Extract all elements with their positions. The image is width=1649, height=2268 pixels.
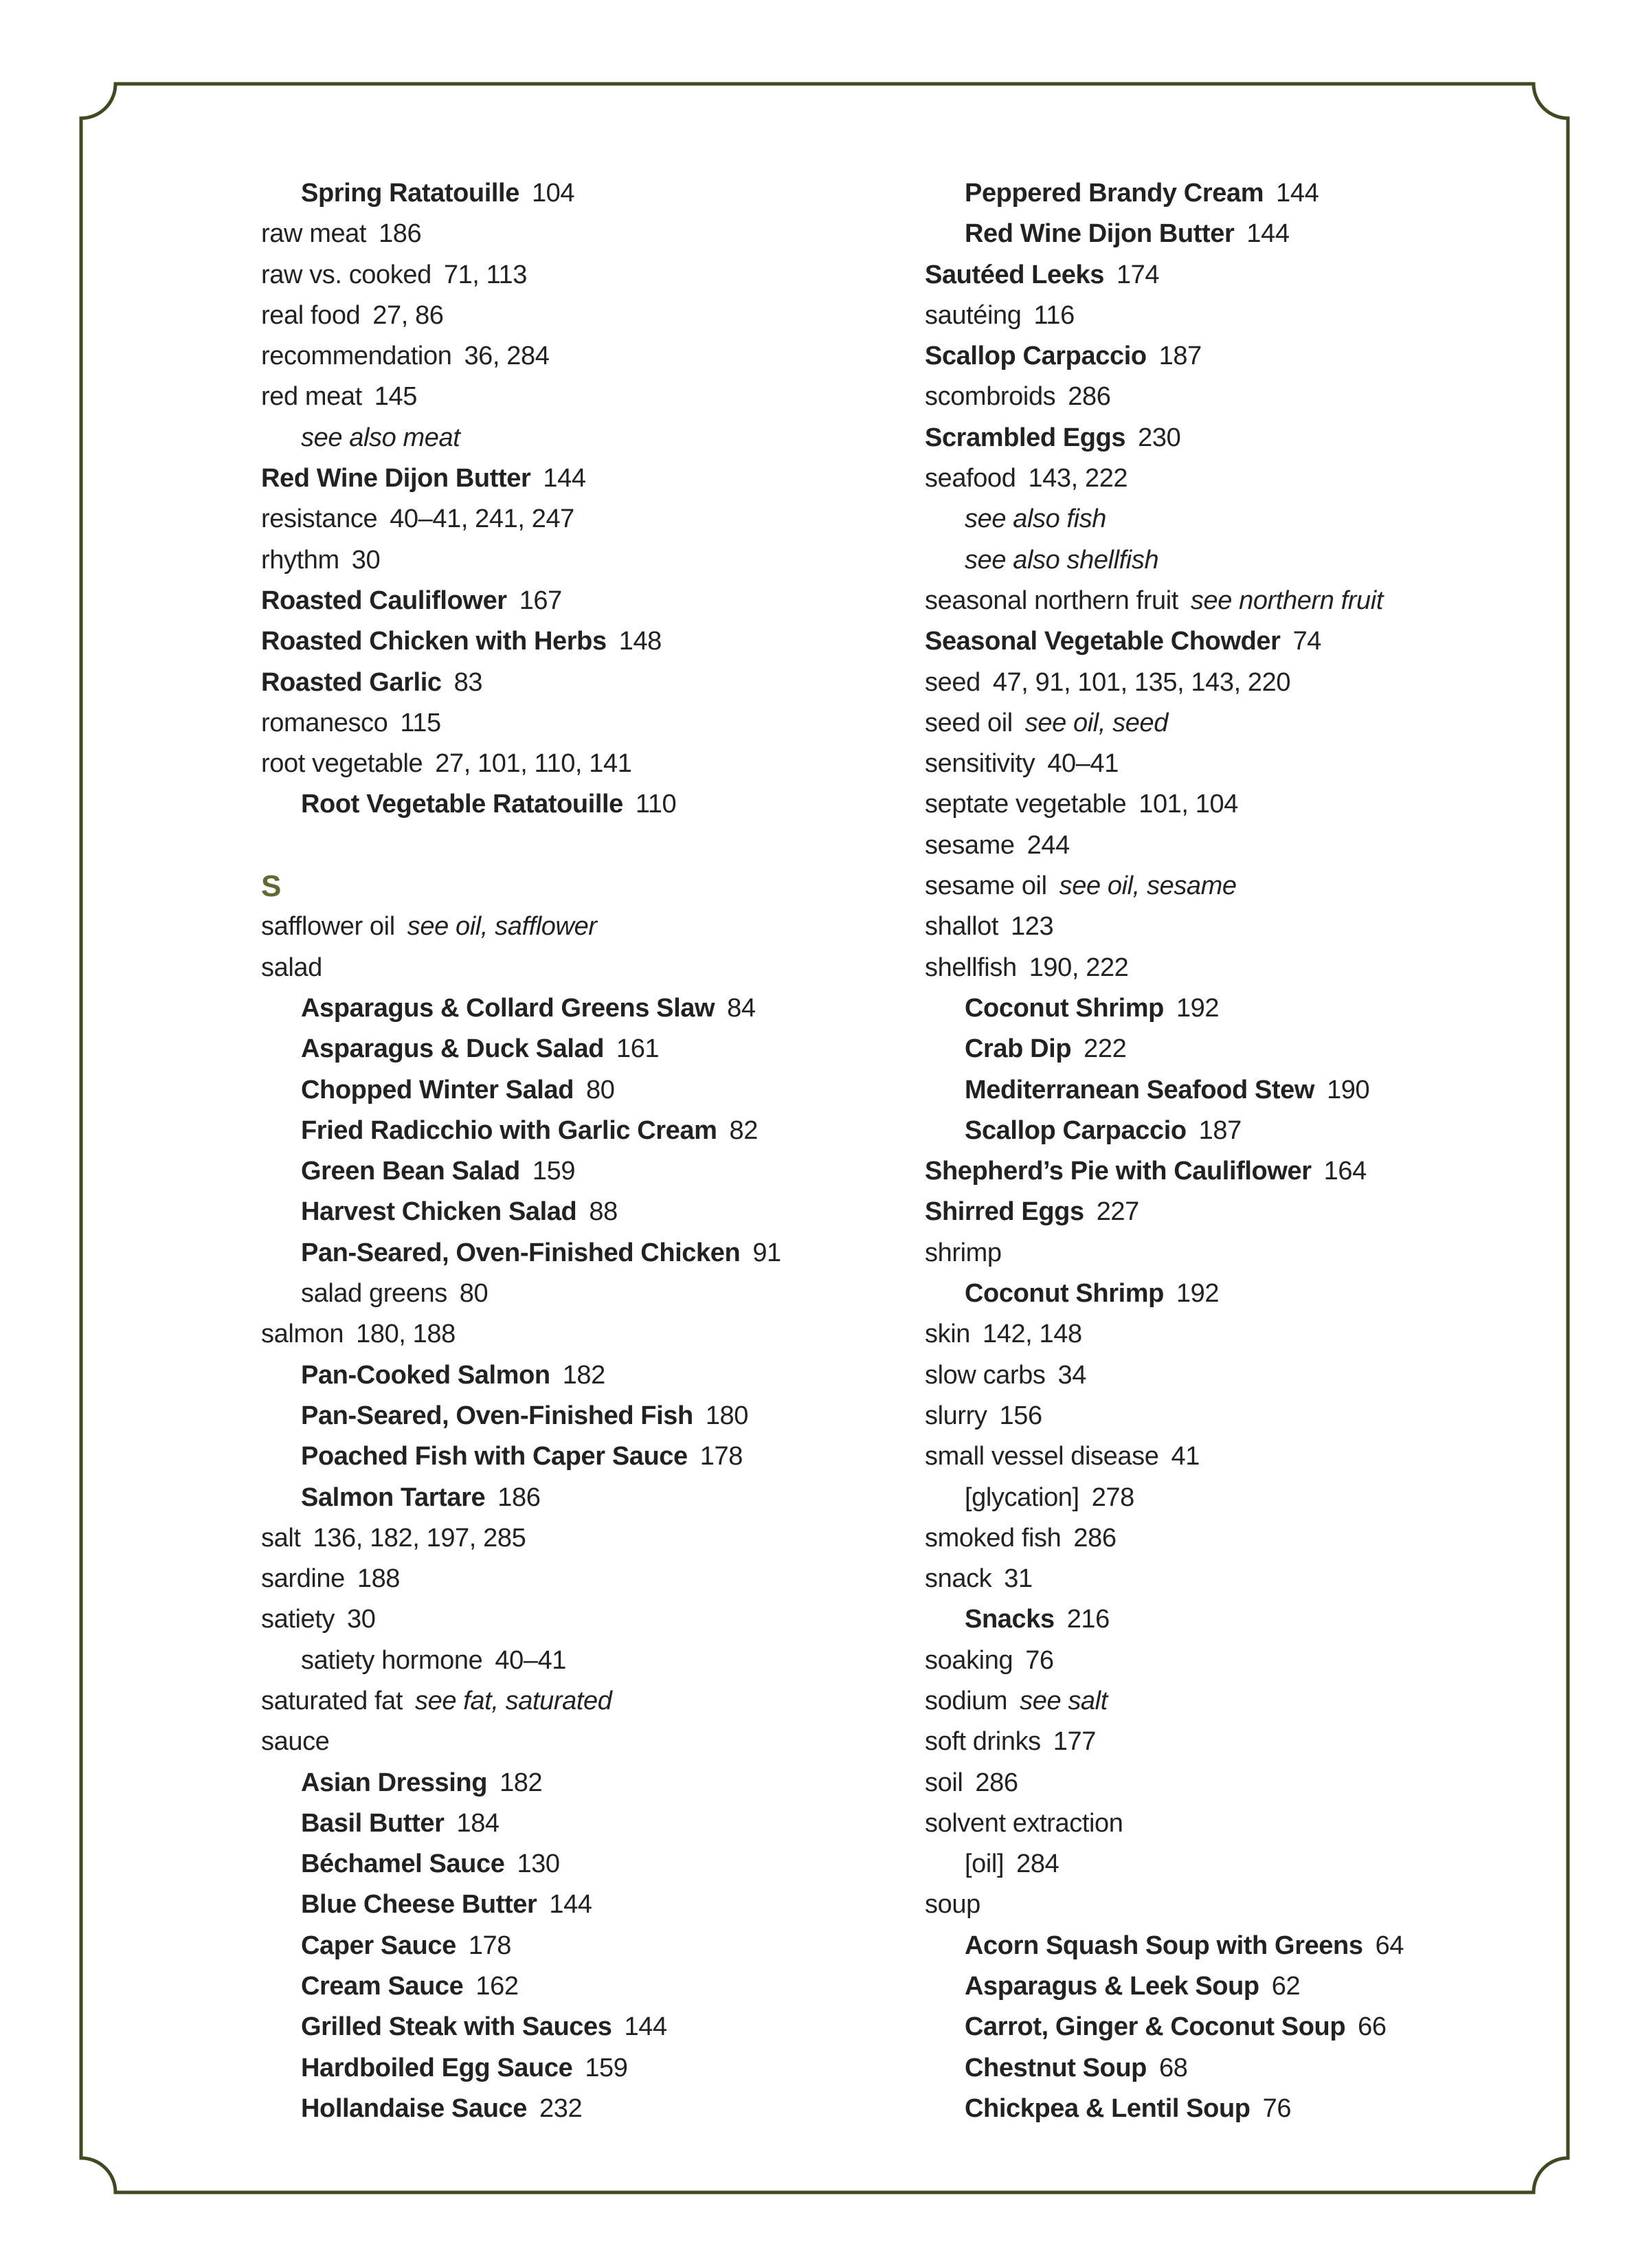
index-term: soft drinks	[925, 1727, 1041, 1757]
index-term: rhythm	[261, 545, 339, 575]
index-term: red meat	[261, 382, 362, 412]
recipe-title: Salmon Tartare	[301, 1482, 486, 1512]
index-term: scombroids	[925, 382, 1056, 412]
index-subentry	[261, 1070, 879, 1111]
index-term: raw meat	[261, 219, 367, 249]
index-entry	[261, 621, 879, 662]
page-numbers: 82	[729, 1115, 758, 1145]
recipe-title: Root Vegetable Ratatouille	[301, 790, 623, 819]
index-entry	[261, 255, 879, 296]
index-term: salmon	[261, 1320, 344, 1349]
index-term: salt	[261, 1523, 301, 1553]
recipe-title: Hardboiled Egg Sauce	[301, 2053, 573, 2082]
recipe-title: Acorn Squash Soup with Greens	[965, 1931, 1363, 1960]
page-numbers: 144	[1276, 179, 1319, 208]
recipe-title: Seasonal Vegetable Chowder	[925, 627, 1281, 656]
page-numbers: 144	[543, 464, 586, 493]
index-entry	[925, 1233, 1543, 1274]
page-numbers: 36, 284	[464, 342, 550, 371]
recipe-title: Chickpea & Lentil Soup	[965, 2093, 1250, 2123]
page-numbers: 178	[699, 1442, 743, 1471]
recipe-title: Asparagus & Leek Soup	[965, 1972, 1259, 2001]
page-numbers: 190, 222	[1029, 953, 1129, 982]
index-term: seafood	[925, 464, 1016, 493]
index-subentry	[261, 1885, 879, 1925]
index-term: saturated fat	[261, 1686, 403, 1715]
index-entry	[925, 1722, 1543, 1762]
index-entry	[925, 1192, 1543, 1232]
index-entry	[925, 296, 1543, 336]
page-numbers: 143, 222	[1028, 464, 1128, 493]
index-subentry	[925, 540, 1543, 581]
page-numbers: 232	[539, 2093, 583, 2123]
page-numbers: 186	[497, 1482, 541, 1512]
page-numbers: 286	[975, 1768, 1018, 1797]
index-subentry	[261, 1355, 879, 1396]
recipe-title: Chopped Winter Salad	[301, 1075, 574, 1104]
index-subentry	[925, 2007, 1543, 2047]
recipe-title: Roasted Chicken with Herbs	[261, 627, 607, 656]
page-numbers: 188	[357, 1564, 401, 1594]
index-subentry	[261, 1396, 879, 1436]
page-numbers: 187	[1158, 342, 1202, 371]
cross-reference: see salt	[1020, 1686, 1108, 1715]
page-numbers: 164	[1323, 1157, 1367, 1186]
index-term: seed	[925, 667, 980, 697]
index-subentry	[261, 988, 879, 1029]
recipe-title: Asian Dressing	[301, 1768, 488, 1797]
cross-reference: see oil, sesame	[1059, 871, 1237, 901]
index-term: soaking	[925, 1645, 1013, 1675]
index-term: shallot	[925, 912, 999, 942]
cross-reference: see oil, safflower	[407, 912, 597, 942]
index-entry	[925, 1803, 1543, 1844]
index-entry	[261, 1314, 879, 1355]
index-subentry	[261, 1966, 879, 2007]
index-entry	[261, 458, 879, 499]
page-numbers: 187	[1198, 1115, 1242, 1145]
index-subentry	[261, 1029, 879, 1069]
index-entry	[261, 1599, 879, 1640]
page-numbers: 180	[705, 1401, 749, 1430]
index-column-left	[261, 173, 879, 2129]
see-also-reference: see also meat	[301, 423, 460, 452]
index-subentry	[261, 2089, 879, 2129]
cross-reference: see northern fruit	[1190, 586, 1383, 615]
index-term: sesame	[925, 830, 1015, 860]
page-numbers: 41	[1171, 1442, 1200, 1471]
page-numbers: 182	[500, 1768, 543, 1797]
index-term: slurry	[925, 1401, 987, 1430]
index-entry	[925, 336, 1543, 377]
index-subentry	[925, 1029, 1543, 1069]
index-term: [glycation]	[965, 1482, 1079, 1512]
page-numbers: 180, 188	[356, 1320, 456, 1349]
index-entry	[925, 1314, 1543, 1355]
page-numbers: 286	[1068, 382, 1111, 412]
index-term: raw vs. cooked	[261, 260, 431, 289]
index-term: soil	[925, 1768, 963, 1797]
page-numbers: 27, 101, 110, 141	[435, 749, 632, 779]
page-numbers: 123	[1011, 912, 1054, 942]
page-numbers: 144	[549, 1890, 592, 1920]
page-numbers: 76	[1025, 1645, 1054, 1675]
page-numbers: 83	[453, 667, 483, 697]
index-subentry	[925, 1926, 1543, 1966]
index-term: sodium	[925, 1686, 1008, 1715]
recipe-title: Pan-Seared, Oven-Finished Chicken	[301, 1238, 741, 1267]
index-subentry	[261, 2048, 879, 2089]
page-numbers: 162	[475, 1972, 519, 2001]
page-numbers: 278	[1091, 1482, 1134, 1512]
cross-reference: see fat, saturated	[415, 1686, 612, 1715]
page-numbers: 68	[1159, 2053, 1188, 2082]
see-also-reference: see also fish	[965, 504, 1107, 534]
recipe-title: Shepherd’s Pie with Cauliflower	[925, 1157, 1312, 1186]
index-subentry	[261, 173, 879, 214]
recipe-title: Roasted Garlic	[261, 667, 442, 697]
recipe-title: Coconut Shrimp	[965, 993, 1164, 1023]
recipe-title: Harvest Chicken Salad	[301, 1197, 577, 1227]
index-term: sautéing	[925, 300, 1022, 330]
index-entry	[261, 336, 879, 377]
index-subentry	[925, 173, 1543, 214]
page-numbers: 156	[999, 1401, 1042, 1430]
index-entry	[925, 866, 1543, 907]
index-subentry	[925, 1599, 1543, 1640]
index-subentry	[925, 1274, 1543, 1314]
page-numbers: 27, 86	[372, 300, 444, 330]
recipe-title: Blue Cheese Butter	[301, 1890, 537, 1920]
index-entry	[925, 1681, 1543, 1722]
index-entry	[925, 744, 1543, 784]
recipe-title: Basil Butter	[301, 1808, 445, 1838]
index-entry	[925, 1559, 1543, 1599]
index-term: seed oil	[925, 708, 1013, 737]
index-term: snack	[925, 1564, 992, 1594]
index-subentry	[925, 499, 1543, 540]
index-subentry	[925, 1478, 1543, 1518]
index-entry	[261, 703, 879, 744]
index-entry	[261, 1681, 879, 1722]
index-subentry	[925, 1966, 1543, 2007]
page-numbers: 74	[1292, 627, 1322, 656]
index-term: recommendation	[261, 342, 452, 371]
index-entry	[261, 377, 879, 417]
page-numbers: 178	[468, 1931, 512, 1960]
recipe-title: Green Bean Salad	[301, 1157, 520, 1186]
see-also-reference: see also shellfish	[965, 545, 1159, 575]
page-numbers: 159	[585, 2053, 628, 2082]
recipe-title: Scallop Carpaccio	[965, 1115, 1187, 1145]
page-numbers: 167	[519, 586, 562, 615]
index-term: sensitivity	[925, 749, 1035, 779]
index-entry	[925, 1436, 1543, 1477]
index-entry	[925, 825, 1543, 866]
index-entry	[261, 581, 879, 621]
index-term: sardine	[261, 1564, 345, 1594]
page-numbers: 192	[1176, 993, 1220, 1023]
index-entry	[925, 1518, 1543, 1559]
page-numbers: 286	[1073, 1523, 1117, 1553]
page-numbers: 222	[1084, 1034, 1127, 1064]
page-numbers: 177	[1053, 1727, 1096, 1757]
index-entry	[925, 1151, 1543, 1192]
index-entry	[925, 581, 1543, 621]
index-entry	[925, 1355, 1543, 1396]
page-numbers: 88	[589, 1197, 618, 1227]
index-subentry	[925, 2048, 1543, 2089]
index-entry	[261, 540, 879, 581]
recipe-title: Carrot, Ginger & Coconut Soup	[965, 2012, 1346, 2042]
page-numbers: 34	[1057, 1360, 1086, 1390]
index-subentry	[261, 1926, 879, 1966]
recipe-title: Snacks	[965, 1605, 1055, 1634]
page-numbers: 66	[1358, 2012, 1387, 2042]
recipe-title: Chestnut Soup	[965, 2053, 1147, 2082]
recipe-title: Mediterranean Seafood Stew	[965, 1075, 1315, 1104]
index-entry	[925, 458, 1543, 499]
index-subentry	[261, 784, 879, 825]
index-entry	[925, 784, 1543, 825]
page-numbers: 91	[752, 1238, 781, 1267]
index-subentry	[261, 1478, 879, 1518]
page-numbers: 76	[1262, 2093, 1292, 2123]
index-subentry	[261, 1436, 879, 1477]
recipe-title: Roasted Cauliflower	[261, 586, 507, 615]
page-numbers: 142, 148	[982, 1320, 1082, 1349]
page-numbers: 144	[1246, 219, 1290, 249]
index-column-right	[925, 173, 1543, 2129]
page-numbers: 80	[586, 1075, 615, 1104]
index-subentry	[261, 418, 879, 458]
index-subentry	[261, 1233, 879, 1274]
index-entry	[925, 1763, 1543, 1803]
page-numbers: 110	[635, 790, 677, 819]
index-term: skin	[925, 1320, 970, 1349]
index-entry	[261, 948, 879, 988]
page-numbers: 64	[1375, 1931, 1404, 1960]
recipe-title: Béchamel Sauce	[301, 1849, 505, 1879]
page-numbers: 71, 113	[443, 260, 528, 289]
index-term: real food	[261, 300, 361, 330]
cross-reference: see oil, seed	[1024, 708, 1168, 737]
index-term: shellfish	[925, 953, 1017, 982]
page-numbers: 116	[1033, 300, 1075, 330]
index-subentry	[261, 2007, 879, 2047]
page-numbers: 84	[727, 993, 756, 1023]
page-numbers: 144	[624, 2012, 667, 2042]
index-entry	[925, 663, 1543, 703]
page-numbers: 174	[1116, 260, 1160, 289]
recipe-title: Cream Sauce	[301, 1972, 464, 2001]
index-entry	[261, 499, 879, 540]
page-numbers: 30	[347, 1605, 376, 1634]
page-numbers: 40–41, 241, 247	[390, 504, 574, 534]
index-subentry	[261, 1111, 879, 1151]
recipe-title: Pan-Cooked Salmon	[301, 1360, 550, 1390]
recipe-title: Grilled Steak with Sauces	[301, 2012, 612, 2042]
index-entry	[925, 703, 1543, 744]
recipe-title: Spring Ratatouille	[301, 179, 519, 208]
index-entry	[925, 621, 1543, 662]
page-numbers: 62	[1271, 1972, 1301, 2001]
recipe-title: Fried Radicchio with Garlic Cream	[301, 1115, 717, 1145]
index-entry	[925, 377, 1543, 417]
page-numbers: 130	[517, 1849, 560, 1879]
index-term: satiety	[261, 1605, 335, 1634]
index-entry	[925, 418, 1543, 458]
page-numbers: 30	[351, 545, 381, 575]
index-subentry	[925, 988, 1543, 1029]
index-term: salad	[261, 953, 322, 982]
index-term: septate vegetable	[925, 790, 1127, 819]
recipe-title: Red Wine Dijon Butter	[261, 464, 531, 493]
index-subentry	[925, 2089, 1543, 2129]
recipe-title: Hollandaise Sauce	[301, 2093, 528, 2123]
page-numbers: 159	[532, 1157, 576, 1186]
recipe-title: Scallop Carpaccio	[925, 342, 1147, 371]
page-numbers: 284	[1016, 1849, 1059, 1879]
index-term: root vegetable	[261, 749, 423, 779]
recipe-title: Poached Fish with Caper Sauce	[301, 1442, 688, 1471]
page-numbers: 80	[459, 1279, 489, 1309]
page-numbers: 47, 91, 101, 135, 143, 220	[992, 667, 1291, 697]
page-numbers: 161	[616, 1034, 660, 1064]
page-numbers: 184	[456, 1808, 500, 1838]
index-entry	[261, 296, 879, 336]
index-subentry	[925, 1070, 1543, 1111]
page-numbers: 192	[1176, 1279, 1220, 1309]
index-term: soup	[925, 1890, 980, 1920]
recipe-title: Shirred Eggs	[925, 1197, 1084, 1227]
index-term: romanesco	[261, 708, 388, 737]
index-entry	[925, 1641, 1543, 1681]
index-subentry	[261, 1803, 879, 1844]
index-subentry	[925, 1844, 1543, 1885]
index-entry	[925, 1885, 1543, 1925]
recipe-title: Asparagus & Duck Salad	[301, 1034, 605, 1064]
recipe-title: Sautéed Leeks	[925, 260, 1104, 289]
index-term: slow carbs	[925, 1360, 1046, 1390]
index-entry	[261, 1722, 879, 1762]
page-numbers: 136, 182, 197, 285	[313, 1523, 526, 1553]
recipe-title: Pan-Seared, Oven-Finished Fish	[301, 1401, 693, 1430]
index-term: solvent extraction	[925, 1808, 1123, 1838]
index-entry	[261, 744, 879, 784]
page-numbers: 230	[1138, 423, 1181, 452]
index-entry	[925, 948, 1543, 988]
page-numbers: 40–41	[1047, 749, 1119, 779]
index-term: sauce	[261, 1727, 330, 1757]
page-numbers: 148	[618, 627, 662, 656]
page-numbers: 186	[379, 219, 422, 249]
page-numbers: 115	[400, 708, 441, 737]
index-subentry	[261, 1274, 879, 1314]
index-subentry	[261, 1844, 879, 1885]
page-numbers: 190	[1327, 1075, 1370, 1104]
index-subentry	[925, 1111, 1543, 1151]
index-term: small vessel disease	[925, 1442, 1159, 1471]
recipe-title: Caper Sauce	[301, 1931, 456, 1960]
page-numbers: 31	[1004, 1564, 1033, 1594]
recipe-title: Crab Dip	[965, 1034, 1072, 1064]
index-subentry	[261, 1763, 879, 1803]
index-entry	[261, 907, 879, 947]
page-numbers: 244	[1027, 830, 1070, 860]
index-entry	[261, 1518, 879, 1559]
index-term: salad greens	[301, 1279, 447, 1309]
index-term: sesame oil	[925, 871, 1047, 901]
index-term: resistance	[261, 504, 378, 534]
page-numbers: 104	[531, 179, 575, 208]
index-subentry	[261, 1641, 879, 1681]
recipe-title: Coconut Shrimp	[965, 1279, 1164, 1309]
index-entry	[925, 1396, 1543, 1436]
page-numbers: 227	[1096, 1197, 1139, 1227]
recipe-title: Scrambled Eggs	[925, 423, 1126, 452]
recipe-title: Red Wine Dijon Butter	[965, 219, 1235, 249]
index-entry	[925, 255, 1543, 296]
index-entry	[261, 214, 879, 254]
index-term: safflower oil	[261, 912, 395, 942]
section-heading-letter: S	[261, 869, 281, 904]
recipe-title: Asparagus & Collard Greens Slaw	[301, 993, 715, 1023]
index-entry	[261, 663, 879, 703]
page-numbers: 182	[562, 1360, 605, 1390]
index-subentry	[925, 214, 1543, 254]
index-entry	[261, 1559, 879, 1599]
index-term: seasonal northern fruit	[925, 586, 1178, 615]
recipe-title: Peppered Brandy Cream	[965, 179, 1264, 208]
index-entry	[925, 907, 1543, 947]
index-subentry	[261, 1151, 879, 1192]
index-term: satiety hormone	[301, 1645, 483, 1675]
index-term: [oil]	[965, 1849, 1005, 1879]
page-numbers: 40–41	[495, 1645, 567, 1675]
page-numbers: 101, 104	[1138, 790, 1238, 819]
index-subentry	[261, 1192, 879, 1232]
section-spacer	[261, 825, 879, 866]
index-term: smoked fish	[925, 1523, 1062, 1553]
page-numbers: 216	[1066, 1605, 1110, 1634]
page-numbers: 145	[374, 382, 417, 412]
index-term: shrimp	[925, 1238, 1002, 1267]
